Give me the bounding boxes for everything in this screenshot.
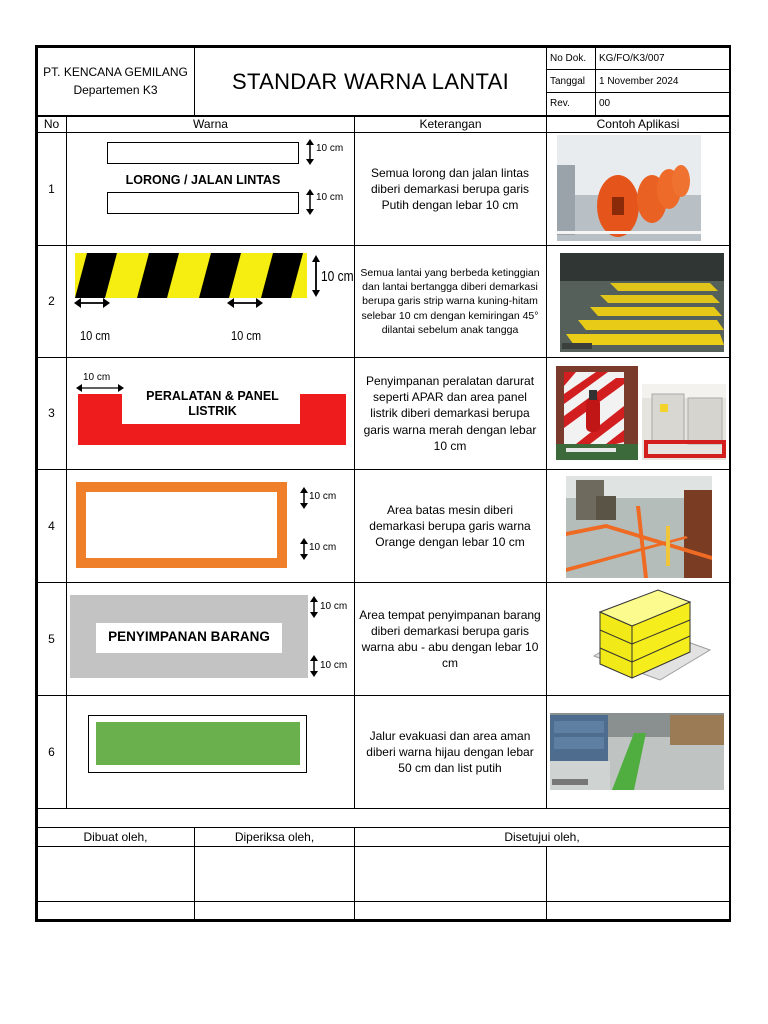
white-line-top [107, 142, 299, 164]
rev-value: 00 [599, 98, 611, 109]
dimension-arrow-icon [227, 297, 263, 309]
desc-6: Jalur evakuasi dan area aman diberi warna hijau dengan lebar 50 cm dan list putih [366, 728, 534, 776]
dimension-arrow-icon [311, 255, 321, 297]
col-header-warna: Warna [193, 116, 228, 131]
hazard-stripe [75, 253, 307, 298]
swatch-label: PERALATAN & PANEL LISTRIK [146, 389, 279, 418]
row-no-3: 3 [48, 406, 55, 421]
department-name: Departemen K3 [73, 82, 158, 97]
desc-5: Area tempat penyimpanan barang diberi demarkasi berupa garis warna abu - abu dengan lebar 10 cm [359, 607, 541, 671]
dimension-arrow-icon [305, 189, 315, 215]
doc-no-label: No Dok. [550, 53, 587, 64]
dimension-arrow-icon [305, 139, 315, 165]
swatch-label: PENYIMPANAN BARANG [108, 629, 270, 644]
dimension-label: 10 cm [316, 143, 344, 154]
rev-label: Rev. [550, 98, 570, 109]
example-photo-4 [566, 476, 712, 578]
dimension-arrow-icon [76, 383, 124, 393]
dimension-label: 10 cm [320, 601, 348, 612]
dimension-label: 10 cm [309, 491, 337, 502]
example-photo-1 [557, 135, 701, 241]
orange-demarcation [76, 482, 287, 568]
company-block [37, 48, 194, 115]
row-no-4: 4 [48, 518, 55, 533]
col-header-contoh: Contoh Aplikasi [596, 116, 680, 131]
doc-no-value: KG/FO/K3/007 [599, 53, 665, 64]
dimension-label: 10 cm [309, 542, 337, 553]
date-value: 1 November 2024 [599, 76, 679, 87]
row-no-2: 2 [48, 294, 55, 309]
white-line-bottom [107, 192, 299, 214]
example-photo-6 [550, 713, 724, 790]
page-title: STANDAR WARNA LANTAI [232, 68, 509, 94]
desc-2: Semua lantai yang berbeda ketinggian dan lantai bertangga diberi demarkasi berupa garis strip warna kuning-hitam selebar 10 cm dengan kemiringan 45° dilantai sebelum anak tangga [360, 267, 540, 336]
row-no-5: 5 [48, 631, 55, 646]
desc-3: Penyimpanan peralatan darurat seperti APAR dan area panel listrik diberi demarkasi berupa garis warna merah dengan lebar 10 cm [363, 374, 537, 453]
company-name: PT. KENCANA GEMILANG [43, 65, 188, 80]
example-photo-5 [586, 586, 712, 690]
dimension-arrow-icon [309, 655, 319, 677]
made-by-label: Dibuat oleh, [83, 829, 148, 844]
desc-4: Area batas mesin diberi demarkasi berupa garis warna Orange dengan lebar 10 cm [369, 502, 531, 550]
example-photo-2 [560, 253, 724, 352]
dimension-label: 10 cm [321, 268, 354, 285]
row-no-6: 6 [48, 744, 55, 759]
dimension-label: 10 cm [83, 372, 111, 383]
example-photo-3a [556, 366, 638, 460]
dimension-arrow-icon [299, 538, 309, 560]
green-demarcation [96, 722, 300, 765]
swatch-label: LORONG / JALAN LINTAS [125, 173, 281, 187]
dimension-arrow-icon [299, 487, 309, 509]
dimension-label: 10 cm [320, 660, 348, 671]
example-photo-3b [642, 384, 726, 460]
col-header-keterangan: Keterangan [419, 116, 482, 131]
checked-by-label: Diperiksa oleh, [234, 829, 315, 844]
dimension-label: 10 cm [231, 328, 262, 343]
dimension-arrow-icon [309, 596, 319, 618]
dimension-arrow-icon [74, 297, 110, 309]
date-label: Tanggal [550, 76, 586, 87]
dimension-label: 10 cm [80, 328, 111, 343]
approved-by-label: Disetujui oleh, [504, 829, 580, 844]
desc-1: Semua lorong dan jalan lintas diberi demarkasi berupa garis Putih dengan lebar 10 cm [370, 165, 530, 213]
row-no-1: 1 [48, 181, 55, 196]
dimension-label: 10 cm [316, 192, 344, 203]
col-header-no: No [43, 116, 60, 131]
